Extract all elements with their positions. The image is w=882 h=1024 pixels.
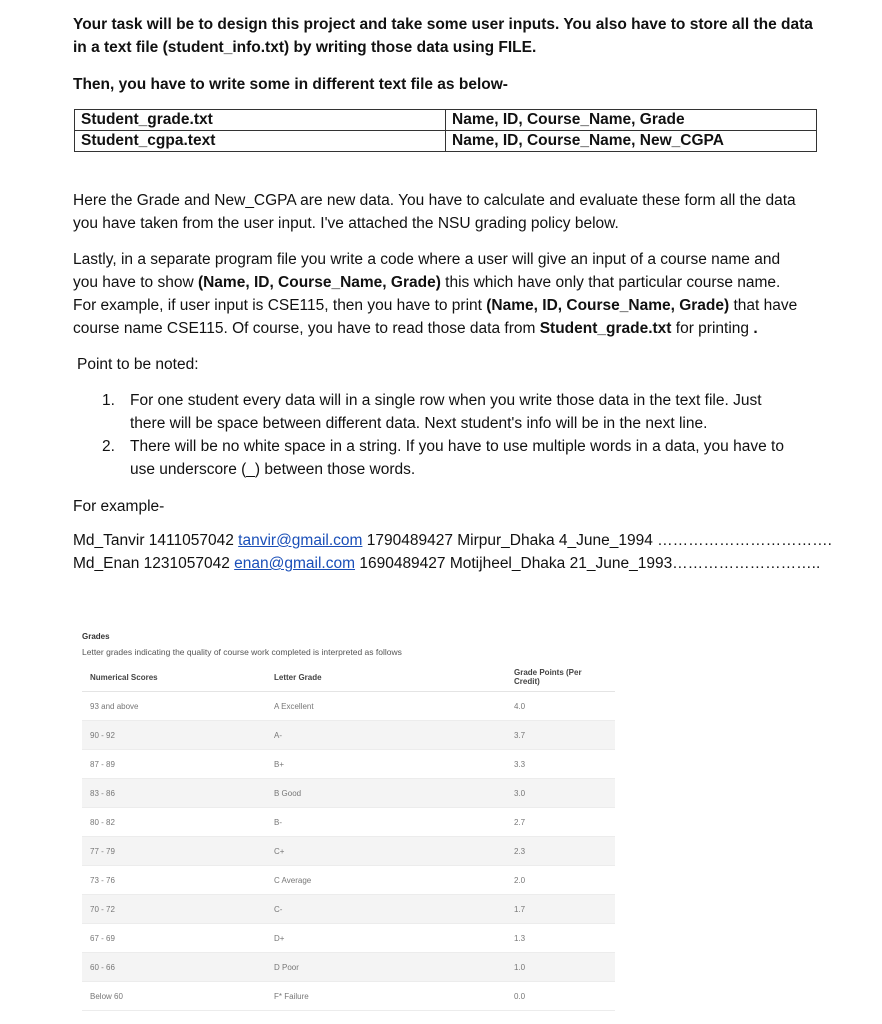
score-cell: 70 - 72 xyxy=(82,895,266,924)
note-1-line-2: there will be space between different data. Next student's info will be in the next line. xyxy=(130,415,708,432)
para3-line-4d: . xyxy=(753,320,758,337)
letter-cell: F* Failure xyxy=(266,982,506,1011)
table-row xyxy=(82,866,615,895)
table-row xyxy=(82,895,615,924)
grades-title: Grades xyxy=(82,632,110,641)
table-row xyxy=(82,750,615,779)
para3-line-3c: that have xyxy=(729,297,798,314)
score-cell: 73 - 76 xyxy=(82,866,266,895)
para3-line-1: Lastly, in a separate program file you write a code where a user will give an input of a course name and xyxy=(73,251,781,268)
points-cell: 2.3 xyxy=(506,837,615,866)
list-text xyxy=(130,435,820,481)
letter-cell: A Excellent xyxy=(266,692,506,721)
table-row xyxy=(82,779,615,808)
example-1-post: 1790489427 Mirpur_Dhaka 4_June_1994 ……………………………. xyxy=(362,532,832,549)
para3-line-4 xyxy=(73,317,833,340)
header-numerical-scores: Numerical Scores xyxy=(82,663,266,692)
points-cell: 4.0 xyxy=(506,692,615,721)
score-cell: 80 - 82 xyxy=(82,808,266,837)
intro-line-3: Then, you have to write some in different text file as below- xyxy=(73,76,508,93)
email-link[interactable]: enan@gmail.com xyxy=(234,555,356,572)
letter-cell: B Good xyxy=(266,779,506,808)
table-header-row xyxy=(82,663,615,692)
para3-line-2 xyxy=(73,271,833,294)
grading-policy-table xyxy=(82,663,615,1011)
example-line-2 xyxy=(73,553,820,575)
score-cell: 60 - 66 xyxy=(82,953,266,982)
score-cell: 83 - 86 xyxy=(82,779,266,808)
para3-line-3 xyxy=(73,294,833,317)
points-cell: 3.0 xyxy=(506,779,615,808)
list-number: 1. xyxy=(102,392,115,409)
para2-line-2: you have taken from the user input. I've attached the NSU grading policy below. xyxy=(73,215,619,232)
intro-paragraph xyxy=(73,13,833,59)
note-1-line-1: For one student every data will in a single row when you write those data in the text file. Just xyxy=(130,392,762,409)
table-row xyxy=(82,837,615,866)
file-name-cell: Student_grade.txt xyxy=(75,110,446,131)
para3-line-2b: (Name, ID, Course_Name, Grade) xyxy=(197,274,441,291)
points-cell: 2.0 xyxy=(506,866,615,895)
points-cell: 3.3 xyxy=(506,750,615,779)
letter-cell: D+ xyxy=(266,924,506,953)
table-row xyxy=(75,110,817,131)
note-2-line-1: There will be no white space in a string. If you have to use multiple words in a data, you have to xyxy=(130,438,784,455)
para3-line-4c: for printing xyxy=(671,320,754,337)
intro-line-2: in a text file (student_info.txt) by writing those data using FILE. xyxy=(73,39,537,56)
para3-line-3b: (Name, ID, Course_Name, Grade) xyxy=(486,297,730,314)
score-cell: 90 - 92 xyxy=(82,721,266,750)
score-cell: 93 and above xyxy=(82,692,266,721)
example-heading: For example- xyxy=(73,498,165,515)
table-row xyxy=(82,953,615,982)
table-row xyxy=(82,692,615,721)
points-cell: 0.0 xyxy=(506,982,615,1011)
letter-cell: B+ xyxy=(266,750,506,779)
note-2-line-2: use underscore (_) between those words. xyxy=(130,461,416,478)
points-cell: 3.7 xyxy=(506,721,615,750)
points-cell: 2.7 xyxy=(506,808,615,837)
header-letter-grade: Letter Grade xyxy=(266,663,506,692)
letter-cell: C+ xyxy=(266,837,506,866)
para3-line-2a: you have to show xyxy=(73,274,198,291)
para3-line-2c: this which have only that particular course name. xyxy=(440,274,781,291)
table-row xyxy=(82,924,615,953)
score-cell: 77 - 79 xyxy=(82,837,266,866)
table-row xyxy=(82,808,615,837)
para3-line-3a: For example, if user input is CSE115, then you have to print xyxy=(73,297,487,314)
file-name-cell: Student_cgpa.text xyxy=(75,131,446,152)
intro-line-1: Your task will be to design this project and take some user inputs. You also have to store all the data xyxy=(73,16,813,33)
file-fields-cell: Name, ID, Course_Name, New_CGPA xyxy=(446,131,817,152)
table-row xyxy=(75,131,817,152)
example-2-pre: Md_Enan 1231057042 xyxy=(73,555,235,572)
list-text xyxy=(130,389,820,435)
example-line-1 xyxy=(73,530,832,552)
table-row xyxy=(82,982,615,1011)
file-format-table xyxy=(74,109,817,152)
file-fields-cell: Name, ID, Course_Name, Grade xyxy=(446,110,817,131)
letter-cell: D Poor xyxy=(266,953,506,982)
list-item xyxy=(102,435,822,481)
score-cell: 67 - 69 xyxy=(82,924,266,953)
grade-explanation-paragraph xyxy=(73,189,833,235)
points-cell: 1.3 xyxy=(506,924,615,953)
example-2-post: 1690489427 Motijheel_Dhaka 21_June_1993……………………….. xyxy=(355,555,821,572)
list-number: 2. xyxy=(102,438,115,455)
note-heading: Point to be noted: xyxy=(77,356,199,373)
para3-line-4b: Student_grade.txt xyxy=(539,320,672,337)
example-1-pre: Md_Tanvir 1411057042 xyxy=(73,532,239,549)
letter-cell: B- xyxy=(266,808,506,837)
points-cell: 1.7 xyxy=(506,895,615,924)
para3-line-4a: course name CSE115. Of course, you have to read those data from xyxy=(73,320,540,337)
letter-cell: C- xyxy=(266,895,506,924)
list-item xyxy=(102,389,822,435)
score-cell: Below 60 xyxy=(82,982,266,1011)
table-row xyxy=(82,721,615,750)
para2-line-1: Here the Grade and New_CGPA are new data. You have to calculate and evaluate these form all the data xyxy=(73,192,796,209)
letter-cell: A- xyxy=(266,721,506,750)
letter-cell: C Average xyxy=(266,866,506,895)
grades-subtitle: Letter grades indicating the quality of course work completed is interpreted as follows xyxy=(82,647,402,657)
email-link[interactable]: tanvir@gmail.com xyxy=(238,532,363,549)
header-grade-points: Grade Points (Per Credit) xyxy=(506,663,615,692)
score-cell: 87 - 89 xyxy=(82,750,266,779)
points-cell: 1.0 xyxy=(506,953,615,982)
lastly-paragraph xyxy=(73,248,833,340)
